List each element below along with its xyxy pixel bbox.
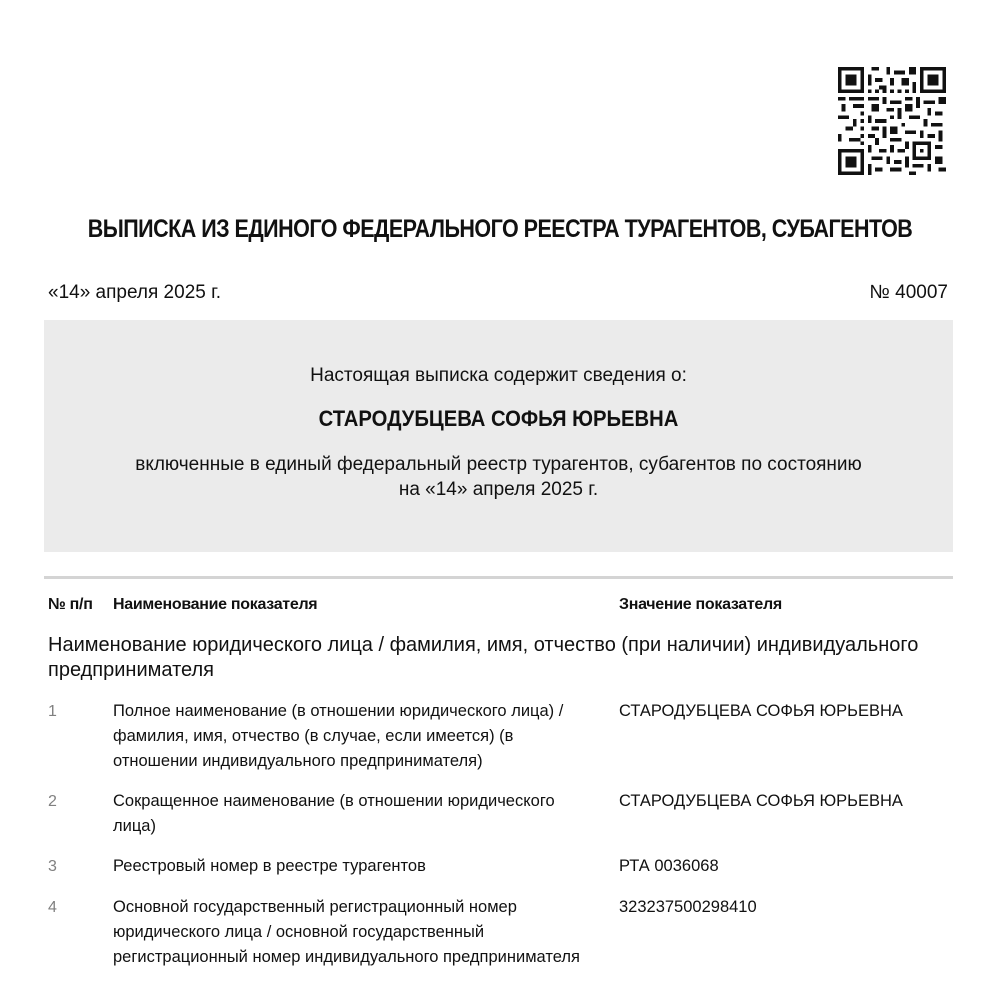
row-indicator-value: СТАРОДУБЦЕВА СОФЬЯ ЮРЬЕВНА <box>619 702 903 720</box>
section-title: Наименование юридического лица / фамилия, имя, отчество (при наличии) индивидуального предпринимателя <box>48 634 919 681</box>
row-indicator-name: Основной государственный регистрационный номер юридического лица / основной государственный регистрационный номер индивидуального предпринимателя <box>113 898 580 966</box>
row-indicator-value: 323237500298410 <box>619 898 757 916</box>
row-number: 1 <box>48 703 57 720</box>
document-number: № 40007 <box>869 282 948 303</box>
qr-code-icon <box>838 67 946 175</box>
row-indicator-name: Реестровый номер в реестре турагентов <box>113 857 426 875</box>
table-divider <box>44 576 953 579</box>
column-header-name: Наименование показателя <box>113 596 318 613</box>
row-indicator-value: СТАРОДУБЦЕВА СОФЬЯ ЮРЬЕВНА <box>619 792 903 810</box>
document-title: ВЫПИСКА ИЗ ЕДИНОГО ФЕДЕРАЛЬНОГО РЕЕСТРА ТУРАГЕНТОВ, СУБАГЕНТОВ <box>87 215 913 243</box>
row-number: 2 <box>48 793 57 810</box>
row-indicator-name: Сокращенное наименование (в отношении юридического лица) <box>113 792 555 835</box>
column-header-value: Значение показателя <box>619 596 782 613</box>
summary-description: включенные в единый федеральный реестр турагентов, субагентов по состоянию на «14» апреля 2025 г. <box>135 454 862 500</box>
row-number: 4 <box>48 899 57 916</box>
qr-code-graphic <box>838 67 946 175</box>
row-number: 3 <box>48 858 57 875</box>
row-indicator-name: Полное наименование (в отношении юридического лица) / фамилия, имя, отчество (в случае, если имеется) (в отношении индивидуального предпринимателя) <box>113 702 564 770</box>
row-indicator-value: РТА 0036068 <box>619 857 719 875</box>
column-header-number: № п/п <box>48 596 93 613</box>
document-date: «14» апреля 2025 г. <box>48 282 221 303</box>
summary-entity-name: СТАРОДУБЦЕВА СОФЬЯ ЮРЬЕВНА <box>318 406 679 431</box>
summary-box <box>44 320 953 552</box>
summary-intro: Настоящая выписка содержит сведения о: <box>310 365 687 386</box>
